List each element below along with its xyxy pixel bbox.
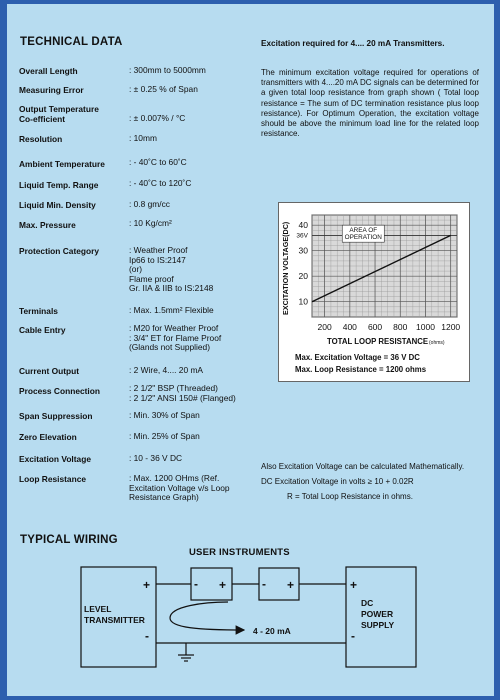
x-tick-label: 1200 — [441, 322, 461, 332]
annotation-text: AREA OF — [349, 227, 378, 235]
spec-value: : - 40˚C to 120˚C — [129, 178, 192, 188]
math-note: Also Excitation Voltage can be calculated Mathematically. — [261, 462, 465, 471]
y-tick-label: 10 — [298, 296, 308, 307]
spec-label: Zero Elevation — [19, 432, 77, 442]
spec-label: Excitation Voltage — [19, 454, 91, 464]
page-border-bottom — [0, 696, 500, 700]
wiring-diagram — [0, 540, 500, 690]
spec-label: Cable Entry — [19, 325, 66, 335]
spec-value: : Max. 1200 OHms (Ref. Excitation Voltage v/s Loop Resistance Graph) — [129, 473, 230, 503]
spec-value: : Max. 1.5mm² Flexible — [129, 305, 214, 315]
page-border-top — [0, 0, 500, 4]
spec-label: Loop Resistance — [19, 474, 87, 484]
x-axis-unit: (ohms) — [429, 340, 445, 346]
spec-value: : Min. 30% of Span — [129, 410, 200, 420]
power-label-1: DC — [361, 598, 374, 608]
spec-label: Terminals — [19, 306, 58, 316]
power-label-2: POWER — [361, 609, 394, 619]
current-label: 4 - 20 mA — [253, 626, 291, 636]
x-tick-label: 600 — [367, 322, 383, 332]
y-axis-label: EXCITATION VOLTAGE(DC) — [281, 221, 290, 315]
spec-label: Output Temperature Co-efficient — [19, 104, 99, 124]
spec-value: : ± 0.25 % of Span — [129, 84, 198, 94]
typical-wiring-heading: TYPICAL WIRING — [20, 534, 118, 546]
x-tick-label: 800 — [393, 322, 408, 332]
instrument2-minus: - — [262, 577, 266, 591]
chart-svg — [279, 203, 469, 381]
spec-label: Measuring Error — [19, 85, 84, 95]
y-tick-label: 36V — [296, 232, 308, 240]
spec-value: : 10mm — [129, 133, 157, 143]
spec-value: : - 40˚C to 60˚C — [129, 157, 187, 167]
spec-label: Liquid Temp. Range — [19, 180, 99, 190]
user-instruments-title: USER INSTRUMENTS — [189, 547, 290, 558]
spec-label: Overall Length — [19, 66, 78, 76]
x-tick-label: 1000 — [416, 322, 435, 332]
instrument2-plus: + — [287, 578, 295, 592]
spec-value: : 10 Kg/cm² — [129, 218, 172, 228]
x-tick-label: 400 — [342, 322, 357, 332]
max-voltage-note: Max. Excitation Voltage = 36 V DC — [295, 353, 420, 362]
spec-label: Liquid Min. Density — [19, 200, 96, 210]
current-arrow-icon — [170, 602, 244, 630]
excitation-chart — [278, 202, 470, 382]
spec-label: Protection Category — [19, 246, 100, 256]
power-minus: - — [351, 629, 355, 643]
math-definition: R = Total Loop Resistance in ohms. — [287, 492, 413, 501]
instrument1-minus: - — [194, 577, 198, 591]
spec-value: : Weather Proof Ip66 to IS:2147 (or) Flame proof Gr. IIA & IIB to IS:2148 — [129, 245, 214, 294]
annotation-text: OPERATION — [344, 234, 382, 242]
spec-label: Process Connection — [19, 386, 100, 396]
power-label-3: SUPPLY — [361, 620, 395, 630]
transmitter-plus: + — [143, 578, 151, 592]
transmitter-label-2: TRANSMITTER — [84, 615, 145, 625]
spec-label: Max. Pressure — [19, 220, 76, 230]
spec-value: : 2 1/2" BSP (Threaded) : 2 1/2" ANSI 150# (Flanged) — [129, 383, 236, 403]
spec-label: Resolution — [19, 134, 63, 144]
excitation-title: Excitation required for 4.... 20 mA Transmitters. — [261, 39, 445, 48]
x-tick-label: 200 — [317, 322, 332, 332]
max-resistance-note: Max. Loop Resistance = 1200 ohms — [295, 365, 427, 374]
transmitter-label-1: LEVEL — [84, 604, 112, 614]
spec-label: Ambient Temperature — [19, 159, 105, 169]
spec-label: Span Suppression — [19, 411, 93, 421]
technical-data-heading: TECHNICAL DATA — [20, 36, 123, 48]
spec-value: : 300mm to 5000mm — [129, 65, 206, 75]
spec-label: Current Output — [19, 366, 80, 376]
spec-value: : 10 - 36 V DC — [129, 453, 183, 463]
spec-value: : ± 0.007% / °C — [129, 113, 186, 123]
y-tick-label: 40 — [298, 220, 308, 231]
spec-value: : 0.8 gm/cc — [129, 199, 170, 209]
x-axis-label: TOTAL LOOP RESISTANCE — [327, 337, 429, 346]
spec-value: : M20 for Weather Proof : 3/4" ET for Flame Proof (Glands not Supplied) — [129, 323, 222, 353]
instrument1-plus: + — [219, 578, 227, 592]
excitation-paragraph: The minimum excitation voltage required for operations of transmitters with 4....20 mA DC signals can be determined for a given total loop resistance from graph shown ( Total loop resistance = The sum of DC termination resistance plus loop resistance). For Optimum Operation, the excitation voltage should be above the minimum load line for the related loop resistance. — [261, 68, 479, 139]
spec-value: : 2 Wire, 4.... 20 mA — [129, 365, 204, 375]
transmitter-minus: - — [145, 629, 149, 643]
spec-value: : Min. 25% of Span — [129, 431, 200, 441]
y-tick-label: 20 — [298, 271, 308, 282]
power-plus: + — [350, 578, 358, 592]
y-tick-label: 30 — [298, 245, 308, 256]
math-formula: DC Excitation Voltage in volts ≥ 10 + 0.02R — [261, 477, 414, 486]
